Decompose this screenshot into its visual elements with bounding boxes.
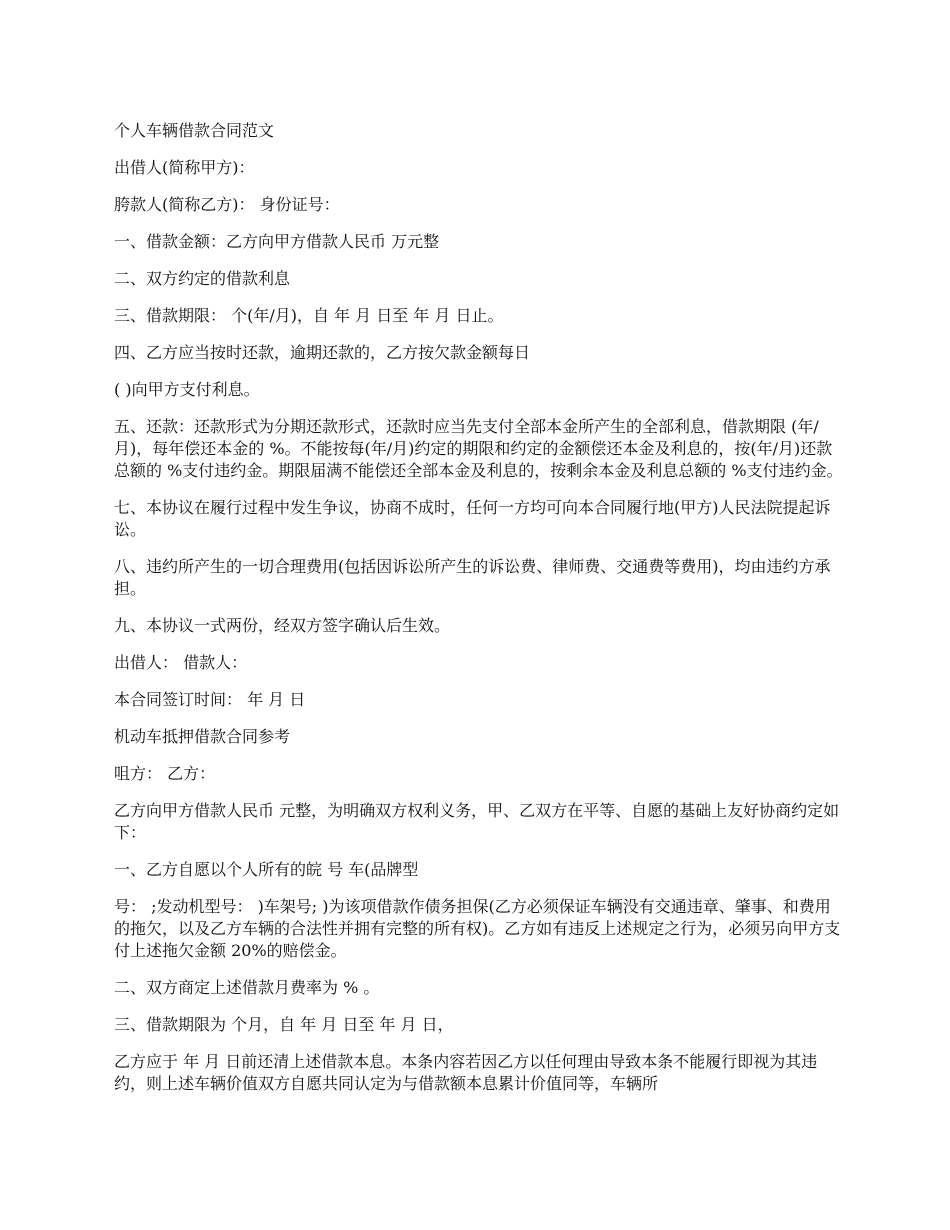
clause-repayment: 五、还款：还款形式为分期还款形式，还款时应当先支付全部本金所产生的全部利息，借款期限 (年/月)，每年偿还本金的 %。不能按每(年/月)约定的期限和约定的金额偿还本金及利息的，按(年/月)还款总额的 %支付违约金。期限届满不能偿还全部本金及利息的，按剩余本金及利息总额的 %支付违约金。 (114, 417, 843, 480)
clause-loan-term: 三、借款期限为 个月，自 年 月 日至 年 月 日， (114, 1015, 454, 1034)
section-title: 机动车抵押借款合同参考 (114, 727, 291, 746)
clause-collateral-cont: 号： ;发动机型号： )车架号; )为该项借款作债务担保(乙方必须保证车辆没有交通违章、肇事、和费用的拖欠，以及乙方车辆的合法性并拥有完整的所有权)。乙方如有违反上述规定之行为，必须另向甲方支付上述拖欠金额 20%的赔偿金。 (114, 897, 841, 960)
clause-overdue-cont: ( )向甲方支付利息。 (114, 380, 260, 399)
clause-effective: 九、本协议一式两份，经双方签字确认后生效。 (114, 616, 451, 635)
clause-term: 三、借款期限： 个(年/月)，自 年 月 日至 年 月 日止。 (114, 306, 504, 325)
lender-line: 出借人(简称甲方)： (114, 158, 255, 177)
signature-line: 出借人： 借款人： (114, 653, 248, 672)
signing-date-line: 本合同签订时间： 年 月 日 (114, 690, 306, 709)
clause-repay-deadline: 乙方应于 年 月 日前还清上述借款本息。本条内容若因乙方以任何理由导致本条不能履行即视为其违约，则上述车辆价值双方自愿共同认定为与借款额本息累计价值同等，车辆所 (114, 1052, 818, 1093)
clause-costs: 八、违约所产生的一切合理费用(包括因诉讼所产生的诉讼费、律师费、交通费等费用)，均由违约方承担。 (114, 557, 831, 598)
clause-rate: 二、双方商定上述借款月费率为 % 。 (114, 978, 380, 997)
clause-interest: 二、双方约定的借款利息 (114, 269, 291, 288)
document-title: 个人车辆借款合同范文 (114, 121, 275, 140)
borrower-line: 胯款人(简称乙方)： 身份证号： (114, 195, 340, 214)
clause-overdue: 四、乙方应当按时还款，逾期还款的，乙方按欠款金额每日 (114, 343, 531, 362)
clause-loan-amount: 一、借款金额：乙方向甲方借款人民币 万元整 (114, 232, 440, 251)
parties-line: 咀方： 乙方： (114, 764, 216, 783)
document-page (114, 120, 844, 1110)
clause-collateral: 一、乙方自愿以个人所有的皖 号 车(品牌型 (114, 860, 419, 879)
clause-dispute: 七、本协议在履行过程中发生争议，协商不成时，任何一方均可向本合同履行地(甲方)人民法院提起诉讼。 (114, 498, 831, 539)
preamble: 乙方向甲方借款人民币 元整，为明确双方权利义务，甲、乙双方在平等、自愿的基础上友好协商约定如下： (114, 801, 840, 842)
